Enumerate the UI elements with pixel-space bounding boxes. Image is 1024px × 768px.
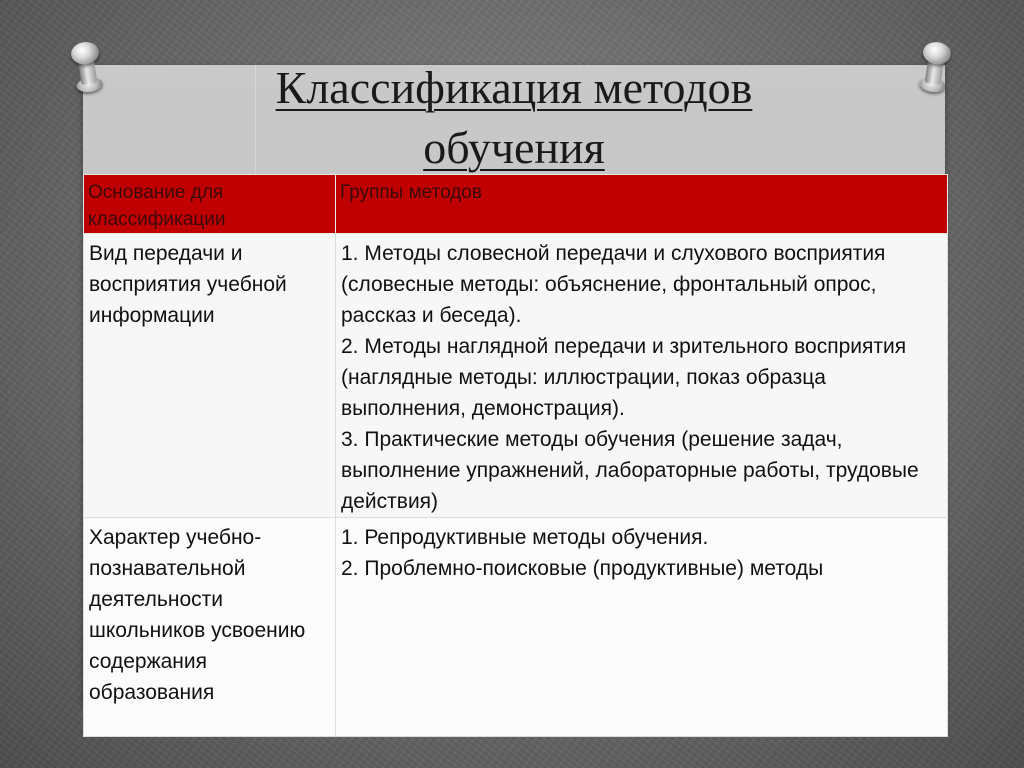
group-item: 3. Практические методы обучения (решение задач, выполнение упражнений, лабораторные работы, трудовые действия) xyxy=(341,428,919,513)
row-groups-cell xyxy=(336,518,948,737)
row-basis-cell: Характер учебно-познавательной деятельности школьников усвоению содержания образования xyxy=(84,518,336,737)
classification-table xyxy=(83,174,948,737)
row-basis-cell: Вид передачи и восприятия учебной информации xyxy=(84,234,336,518)
header-basis: Основание для классификации xyxy=(84,175,336,234)
group-item: 1. Репродуктивные методы обучения. xyxy=(341,526,709,549)
table-header-row xyxy=(84,175,948,234)
group-item: 1. Методы словесной передачи и слухового восприятия (словесные методы: объяснение, фронтальный опрос, рассказ и беседа). xyxy=(341,242,886,327)
header-groups: Группы методов xyxy=(336,175,948,234)
slide-title-line-2: обучения xyxy=(423,122,605,173)
table-row xyxy=(84,234,948,518)
slide-title-line-1: Классификация методов xyxy=(275,62,753,113)
row-groups-cell xyxy=(336,234,948,518)
table-row xyxy=(84,518,948,737)
group-item: 2. Проблемно-поисковые (продуктивные) методы xyxy=(341,557,824,580)
group-item: 2. Методы наглядной передачи и зрительного восприятия (наглядные методы: иллюстрации, показ образца выполнения, демонстрация). xyxy=(341,335,907,420)
slide-title xyxy=(83,58,945,178)
